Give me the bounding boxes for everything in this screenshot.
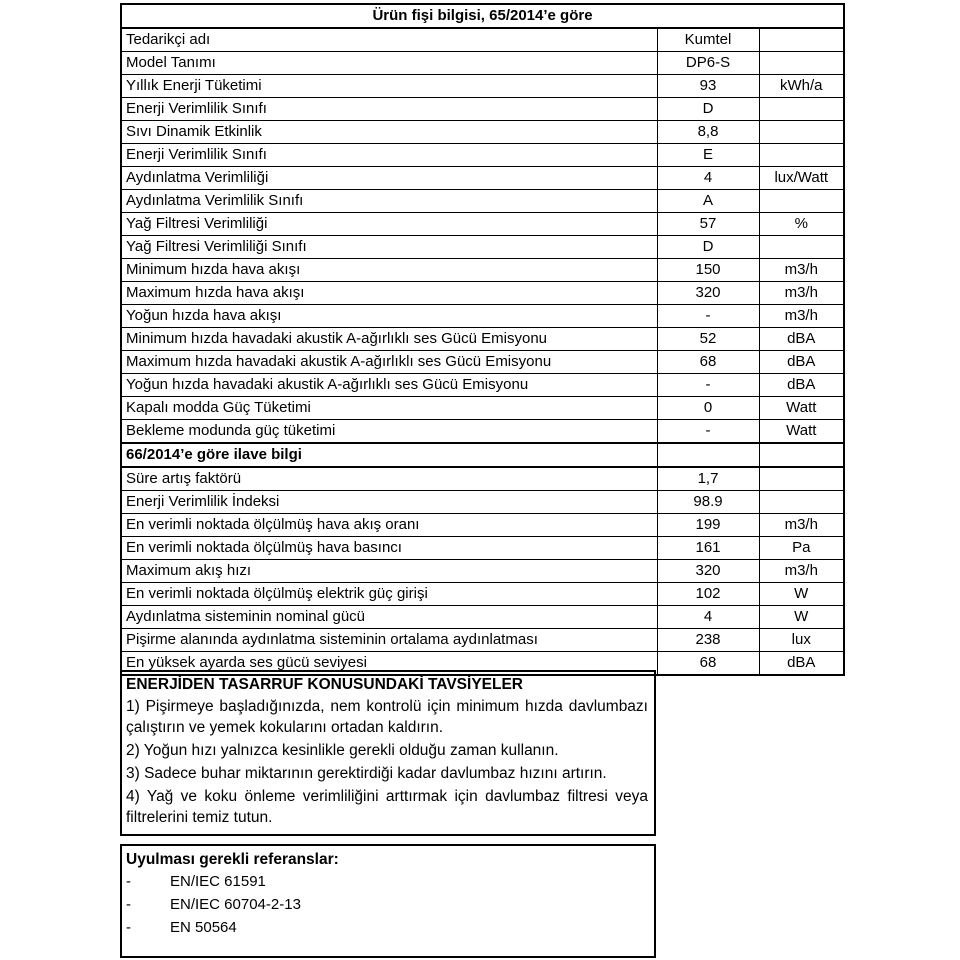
fiche-title: Ürün fişi bilgisi, 65/2014’e göre — [121, 4, 844, 28]
fiche-data-row — [121, 167, 844, 190]
fiche-value: 199 — [657, 514, 759, 537]
fiche-data-row — [121, 190, 844, 213]
fiche-label: Aydınlatma Verimlilik Sınıfı — [121, 190, 657, 213]
fiche-value: 4 — [657, 606, 759, 629]
fiche-data-row — [121, 144, 844, 167]
fiche-label: Bekleme modunda güç tüketimi — [121, 420, 657, 444]
fiche-value: 57 — [657, 213, 759, 236]
fiche-unit: dBA — [759, 652, 844, 676]
fiche-unit: W — [759, 583, 844, 606]
fiche-value: 4 — [657, 167, 759, 190]
fiche-data-row — [121, 420, 844, 444]
fiche-label: Minimum hızda hava akışı — [121, 259, 657, 282]
fiche-data-row — [121, 259, 844, 282]
fiche-data-row — [121, 397, 844, 420]
advice-item: 4) Yağ ve koku önleme verimliliğini arttırmak için davlumbaz filtresi veya filtrelerini temiz tutun. — [126, 788, 648, 826]
fiche-value: 0 — [657, 397, 759, 420]
fiche-unit: lux — [759, 629, 844, 652]
fiche-label: Yağ Filtresi Verimliliği — [121, 213, 657, 236]
fiche-value: 102 — [657, 583, 759, 606]
references-box — [120, 844, 656, 958]
fiche-unit: m3/h — [759, 305, 844, 328]
fiche-label: En yüksek ayarda ses gücü seviyesi — [121, 652, 657, 676]
fiche-data-row — [121, 213, 844, 236]
fiche-data-row — [121, 351, 844, 374]
advice-item: 2) Yoğun hızı yalnızca kesinlikle gerekli olduğu zaman kullanın. — [126, 742, 559, 759]
fiche-data-row — [121, 467, 844, 491]
fiche-label: Maximum hızda hava akışı — [121, 282, 657, 305]
reference-text: EN/IEC 61591 — [170, 873, 266, 890]
fiche-unit: m3/h — [759, 560, 844, 583]
fiche-label: Pişirme alanında aydınlatma sisteminin ortalama aydınlatması — [121, 629, 657, 652]
fiche-value: 161 — [657, 537, 759, 560]
fiche-label: Yağ Filtresi Verimliliği Sınıfı — [121, 236, 657, 259]
fiche-value: 238 — [657, 629, 759, 652]
fiche-label: En verimli noktada ölçülmüş hava akış oranı — [121, 514, 657, 537]
fiche-data-row — [121, 52, 844, 75]
fiche-data-row — [121, 236, 844, 259]
fiche-unit — [759, 28, 844, 52]
fiche-title-row — [121, 4, 844, 28]
reference-item — [126, 916, 648, 939]
fiche-unit — [759, 121, 844, 144]
fiche-label: En verimli noktada ölçülmüş elektrik güç girişi — [121, 583, 657, 606]
fiche-label: Enerji Verimlilik İndeksi — [121, 491, 657, 514]
fiche-data-row — [121, 514, 844, 537]
fiche-unit: m3/h — [759, 514, 844, 537]
fiche-value: E — [657, 144, 759, 167]
fiche-value: 8,8 — [657, 121, 759, 144]
fiche-value: - — [657, 305, 759, 328]
fiche-data-row — [121, 121, 844, 144]
fiche-unit: % — [759, 213, 844, 236]
fiche-unit: m3/h — [759, 259, 844, 282]
product-fiche-table — [120, 3, 845, 676]
reference-item — [126, 870, 648, 893]
fiche-unit — [759, 236, 844, 259]
fiche-unit — [759, 467, 844, 491]
fiche-value: 1,7 — [657, 467, 759, 491]
fiche-value: Kumtel — [657, 28, 759, 52]
fiche-data-row — [121, 98, 844, 121]
fiche-label: Aydınlatma Verimliliği — [121, 167, 657, 190]
fiche-unit: Watt — [759, 420, 844, 444]
fiche-data-row — [121, 537, 844, 560]
fiche-value: DP6-S — [657, 52, 759, 75]
fiche-value: 98.9 — [657, 491, 759, 514]
fiche-label: Aydınlatma sisteminin nominal gücü — [121, 606, 657, 629]
fiche-value: D — [657, 236, 759, 259]
fiche-value: 93 — [657, 75, 759, 98]
fiche-value: 150 — [657, 259, 759, 282]
reference-dash: - — [126, 873, 131, 890]
fiche-value: - — [657, 420, 759, 444]
reference-text: EN 50564 — [170, 919, 237, 936]
fiche-value: 320 — [657, 282, 759, 305]
references-title: Uyulması gerekli referanslar: — [126, 851, 339, 868]
fiche-label: Tedarikçi adı — [121, 28, 657, 52]
fiche-unit — [759, 491, 844, 514]
fiche-unit: m3/h — [759, 282, 844, 305]
fiche-unit: Pa — [759, 537, 844, 560]
fiche-value: - — [657, 374, 759, 397]
fiche-value: 52 — [657, 328, 759, 351]
references-items — [126, 870, 648, 939]
fiche-label: Model Tanımı — [121, 52, 657, 75]
fiche-value: 68 — [657, 652, 759, 676]
fiche-label: Sıvı Dinamik Etkinlik — [121, 121, 657, 144]
fiche-unit — [759, 190, 844, 213]
fiche-value: 68 — [657, 351, 759, 374]
fiche-label: Maximum akış hızı — [121, 560, 657, 583]
fiche-unit: kWh/a — [759, 75, 844, 98]
fiche-data-row — [121, 328, 844, 351]
advice-items — [126, 696, 648, 828]
fiche-label: Yıllık Enerji Tüketimi — [121, 75, 657, 98]
fiche-data-row — [121, 560, 844, 583]
fiche-label: Enerji Verimlilik Sınıfı — [121, 144, 657, 167]
advice-item: 3) Sadece buhar miktarının gerektirdiği kadar davlumbaz hızını artırın. — [126, 765, 607, 782]
advice-item: 1) Pişirmeye başladığınızda, nem kontrolü için minimum hızda davlumbazı çalıştırın ve yemek kokularını ortadan kaldırın. — [126, 698, 648, 736]
fiche-label: Kapalı modda Güç Tüketimi — [121, 397, 657, 420]
fiche-label: 66/2014’e göre ilave bilgi — [121, 443, 657, 467]
fiche-data-row — [121, 629, 844, 652]
reference-text: EN/IEC 60704-2-13 — [170, 896, 301, 913]
fiche-data-row — [121, 282, 844, 305]
fiche-unit: W — [759, 606, 844, 629]
fiche-label: Minimum hızda havadaki akustik A-ağırlıklı ses Gücü Emisyonu — [121, 328, 657, 351]
fiche-section-row — [121, 443, 844, 467]
fiche-value: A — [657, 190, 759, 213]
advice-title: ENERJİDEN TASARRUF KONUSUNDAKİ TAVSİYELER — [126, 676, 523, 693]
fiche-label: Yoğun hızda havadaki akustik A-ağırlıklı ses Gücü Emisyonu — [121, 374, 657, 397]
fiche-label: Süre artış faktörü — [121, 467, 657, 491]
fiche-unit — [759, 52, 844, 75]
fiche-unit: dBA — [759, 328, 844, 351]
fiche-label: En verimli noktada ölçülmüş hava basıncı — [121, 537, 657, 560]
fiche-unit: lux/Watt — [759, 167, 844, 190]
reference-dash: - — [126, 896, 131, 913]
fiche-data-row — [121, 28, 844, 52]
reference-item — [126, 893, 648, 916]
fiche-unit — [759, 98, 844, 121]
fiche-data-row — [121, 305, 844, 328]
fiche-label: Yoğun hızda hava akışı — [121, 305, 657, 328]
fiche-unit — [759, 144, 844, 167]
fiche-value: 320 — [657, 560, 759, 583]
fiche-label: Enerji Verimlilik Sınıfı — [121, 98, 657, 121]
fiche-unit — [759, 443, 844, 467]
fiche-data-row — [121, 606, 844, 629]
fiche-data-row — [121, 374, 844, 397]
fiche-table-body — [121, 4, 844, 675]
fiche-data-row — [121, 75, 844, 98]
energy-saving-advice-box — [120, 670, 656, 836]
fiche-value — [657, 443, 759, 467]
fiche-data-row — [121, 583, 844, 606]
fiche-data-row — [121, 491, 844, 514]
reference-dash: - — [126, 919, 131, 936]
fiche-label: Maximum hızda havadaki akustik A-ağırlıklı ses Gücü Emisyonu — [121, 351, 657, 374]
fiche-unit: dBA — [759, 374, 844, 397]
fiche-value: D — [657, 98, 759, 121]
fiche-unit: Watt — [759, 397, 844, 420]
fiche-unit: dBA — [759, 351, 844, 374]
